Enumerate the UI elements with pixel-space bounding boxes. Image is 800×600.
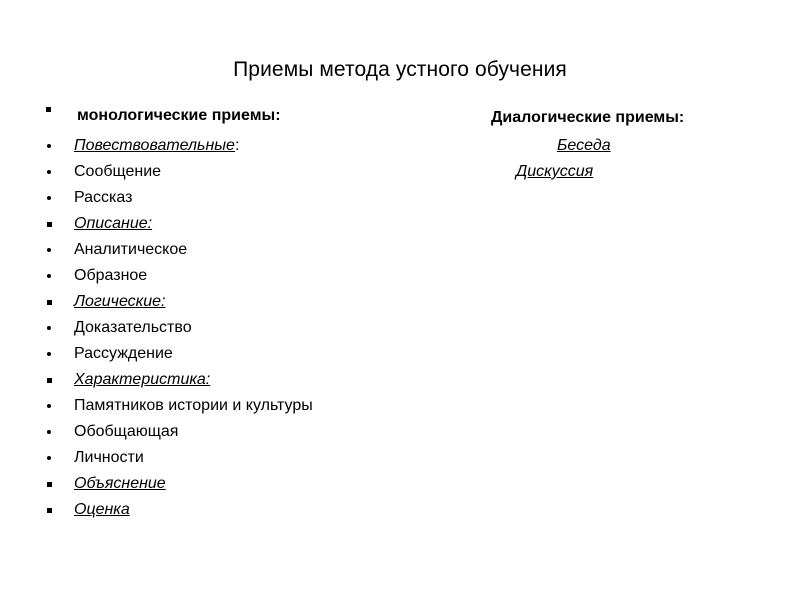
dot-bullet-icon <box>44 393 64 419</box>
list-item-label: Сообщение <box>74 163 162 180</box>
list-item-label: Описание: <box>74 215 153 232</box>
list-item <box>44 159 313 185</box>
list-item <box>44 445 313 471</box>
list-item-beseda: Беседа <box>557 137 611 154</box>
dot-bullet-icon <box>44 185 64 211</box>
list-item-label: Рассуждение <box>74 345 173 362</box>
list-item <box>44 289 313 315</box>
list-item <box>44 393 313 419</box>
list-item <box>44 367 313 393</box>
square-bullet-icon <box>46 107 51 112</box>
list-item <box>44 211 313 237</box>
list-item <box>44 185 313 211</box>
list-item <box>44 237 313 263</box>
slide-title: Приемы метода устного обучения <box>233 58 567 81</box>
dot-bullet-icon <box>44 315 64 341</box>
square-bullet-icon <box>44 471 64 497</box>
list-item <box>44 471 313 497</box>
list-item-label: Логические: <box>74 293 166 310</box>
list-item <box>44 315 313 341</box>
list-item <box>44 263 313 289</box>
list-item-label: Памятников истории и культуры <box>74 397 313 414</box>
list-item-label: Объяснение <box>74 475 166 492</box>
list-item-label: Доказательство <box>74 319 192 336</box>
dot-bullet-icon <box>44 445 64 471</box>
list-item-suffix: : <box>234 137 240 154</box>
list-item-label: Характеристика: <box>74 371 211 388</box>
dot-bullet-icon <box>44 133 64 159</box>
list-item <box>44 133 313 159</box>
dot-bullet-icon <box>44 237 64 263</box>
list-item-label: Образное <box>74 267 148 284</box>
monologue-heading-label: монологические приемы: <box>77 107 281 124</box>
list-item-label: Личности <box>74 449 144 466</box>
dot-bullet-icon <box>44 159 64 185</box>
square-bullet-icon <box>44 497 64 523</box>
square-bullet-icon <box>44 367 64 393</box>
monologue-heading <box>46 106 281 126</box>
dot-bullet-icon <box>44 341 64 367</box>
list-item-label: Аналитическое <box>74 241 188 258</box>
list-item <box>44 341 313 367</box>
monologue-list <box>44 133 313 523</box>
dialogue-heading: Диалогические приемы: <box>491 109 685 126</box>
list-item-label: Оценка <box>74 501 130 518</box>
list-item <box>44 497 313 523</box>
list-item-label: Повествовательные <box>74 137 235 154</box>
square-bullet-icon <box>44 211 64 237</box>
list-item <box>44 419 313 445</box>
dot-bullet-icon <box>44 419 64 445</box>
list-item-label: Рассказ <box>74 189 133 206</box>
list-item-label: Обобщающая <box>74 423 179 440</box>
square-bullet-icon <box>44 289 64 315</box>
dot-bullet-icon <box>44 263 64 289</box>
list-item-diskussiya: Дискуссия <box>516 163 594 180</box>
